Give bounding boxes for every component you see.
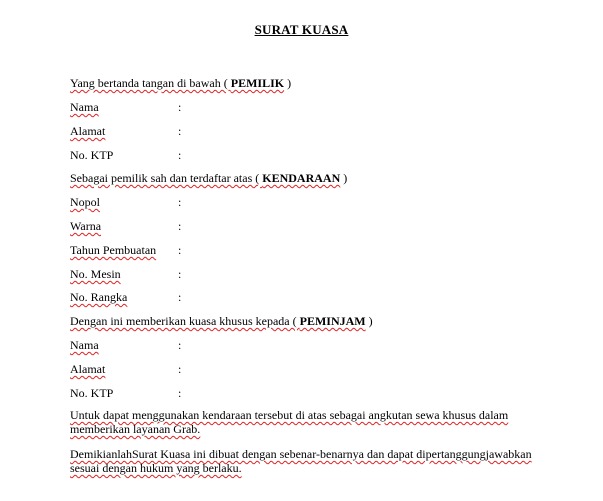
kendaraan-field-rangka — [70, 290, 181, 304]
peminjam-field-nama — [70, 338, 181, 352]
kendaraan-field-nopol — [70, 195, 181, 209]
field-label: No. Mesin — [70, 267, 121, 281]
field-label: Tahun Pembuatan — [70, 243, 157, 257]
field-colon: : — [178, 243, 182, 257]
peminjam-intro-bold: PEMINJAM — [299, 314, 366, 328]
field-label: Warna — [70, 219, 102, 233]
field-colon: : — [178, 386, 182, 400]
pemilik-intro-text: Yang bertanda tangan di bawah ( — [70, 76, 231, 90]
field-label: Nopol — [70, 195, 100, 209]
field-label: Alamat — [70, 124, 106, 138]
field-label: Alamat — [70, 362, 106, 376]
field-colon: : — [178, 100, 182, 114]
kendaraan-field-tahun — [70, 243, 181, 257]
peminjam-intro — [70, 314, 373, 328]
document-title: SURAT KUASA — [254, 22, 349, 37]
field-label: Nama — [70, 100, 99, 114]
kendaraan-intro — [70, 171, 347, 185]
kendaraan-intro-bold: KENDARAAN — [262, 171, 341, 185]
field-colon: : — [178, 124, 182, 138]
pemilik-intro-bold: PEMILIK — [230, 76, 285, 90]
peminjam-intro-text: Dengan ini memberikan kuasa khusus kepada ( — [70, 314, 300, 328]
kendaraan-field-warna — [70, 219, 181, 233]
kendaraan-intro-text: Sebagai pemilik sah dan terdaftar atas ( — [70, 171, 263, 185]
pemilik-field-ktp — [70, 148, 181, 162]
kendaraan-field-mesin — [70, 267, 181, 281]
pemilik-field-alamat — [70, 124, 181, 138]
paragraph-closing: DemikianlahSurat Kuasa ini dibuat dengan sebenar-benarnya dan dapat dipertanggungjawabkan sesuai dengan hukum yang berlaku. — [70, 447, 532, 475]
kendaraan-intro-close: ) — [340, 171, 348, 185]
field-colon: : — [178, 290, 182, 304]
field-colon: : — [178, 267, 182, 281]
field-label: No. KTP — [70, 386, 114, 400]
field-label: No. Rangka — [70, 290, 128, 304]
pemilik-intro-close: ) — [284, 76, 292, 90]
field-colon: : — [178, 195, 182, 209]
field-label: No. KTP — [70, 148, 114, 162]
pemilik-field-nama — [70, 100, 181, 114]
peminjam-field-ktp — [70, 386, 181, 400]
peminjam-field-alamat — [70, 362, 181, 376]
pemilik-intro — [70, 76, 291, 90]
field-colon: : — [178, 219, 182, 233]
field-label: Nama — [70, 338, 99, 352]
field-colon: : — [178, 338, 182, 352]
paragraph-usage: Untuk dapat menggunakan kendaraan tersebut di atas sebagai angkutan sewa khusus dalam memberikan layanan Grab. — [70, 408, 509, 436]
field-colon: : — [178, 148, 182, 162]
peminjam-intro-close: ) — [365, 314, 373, 328]
field-colon: : — [178, 362, 182, 376]
